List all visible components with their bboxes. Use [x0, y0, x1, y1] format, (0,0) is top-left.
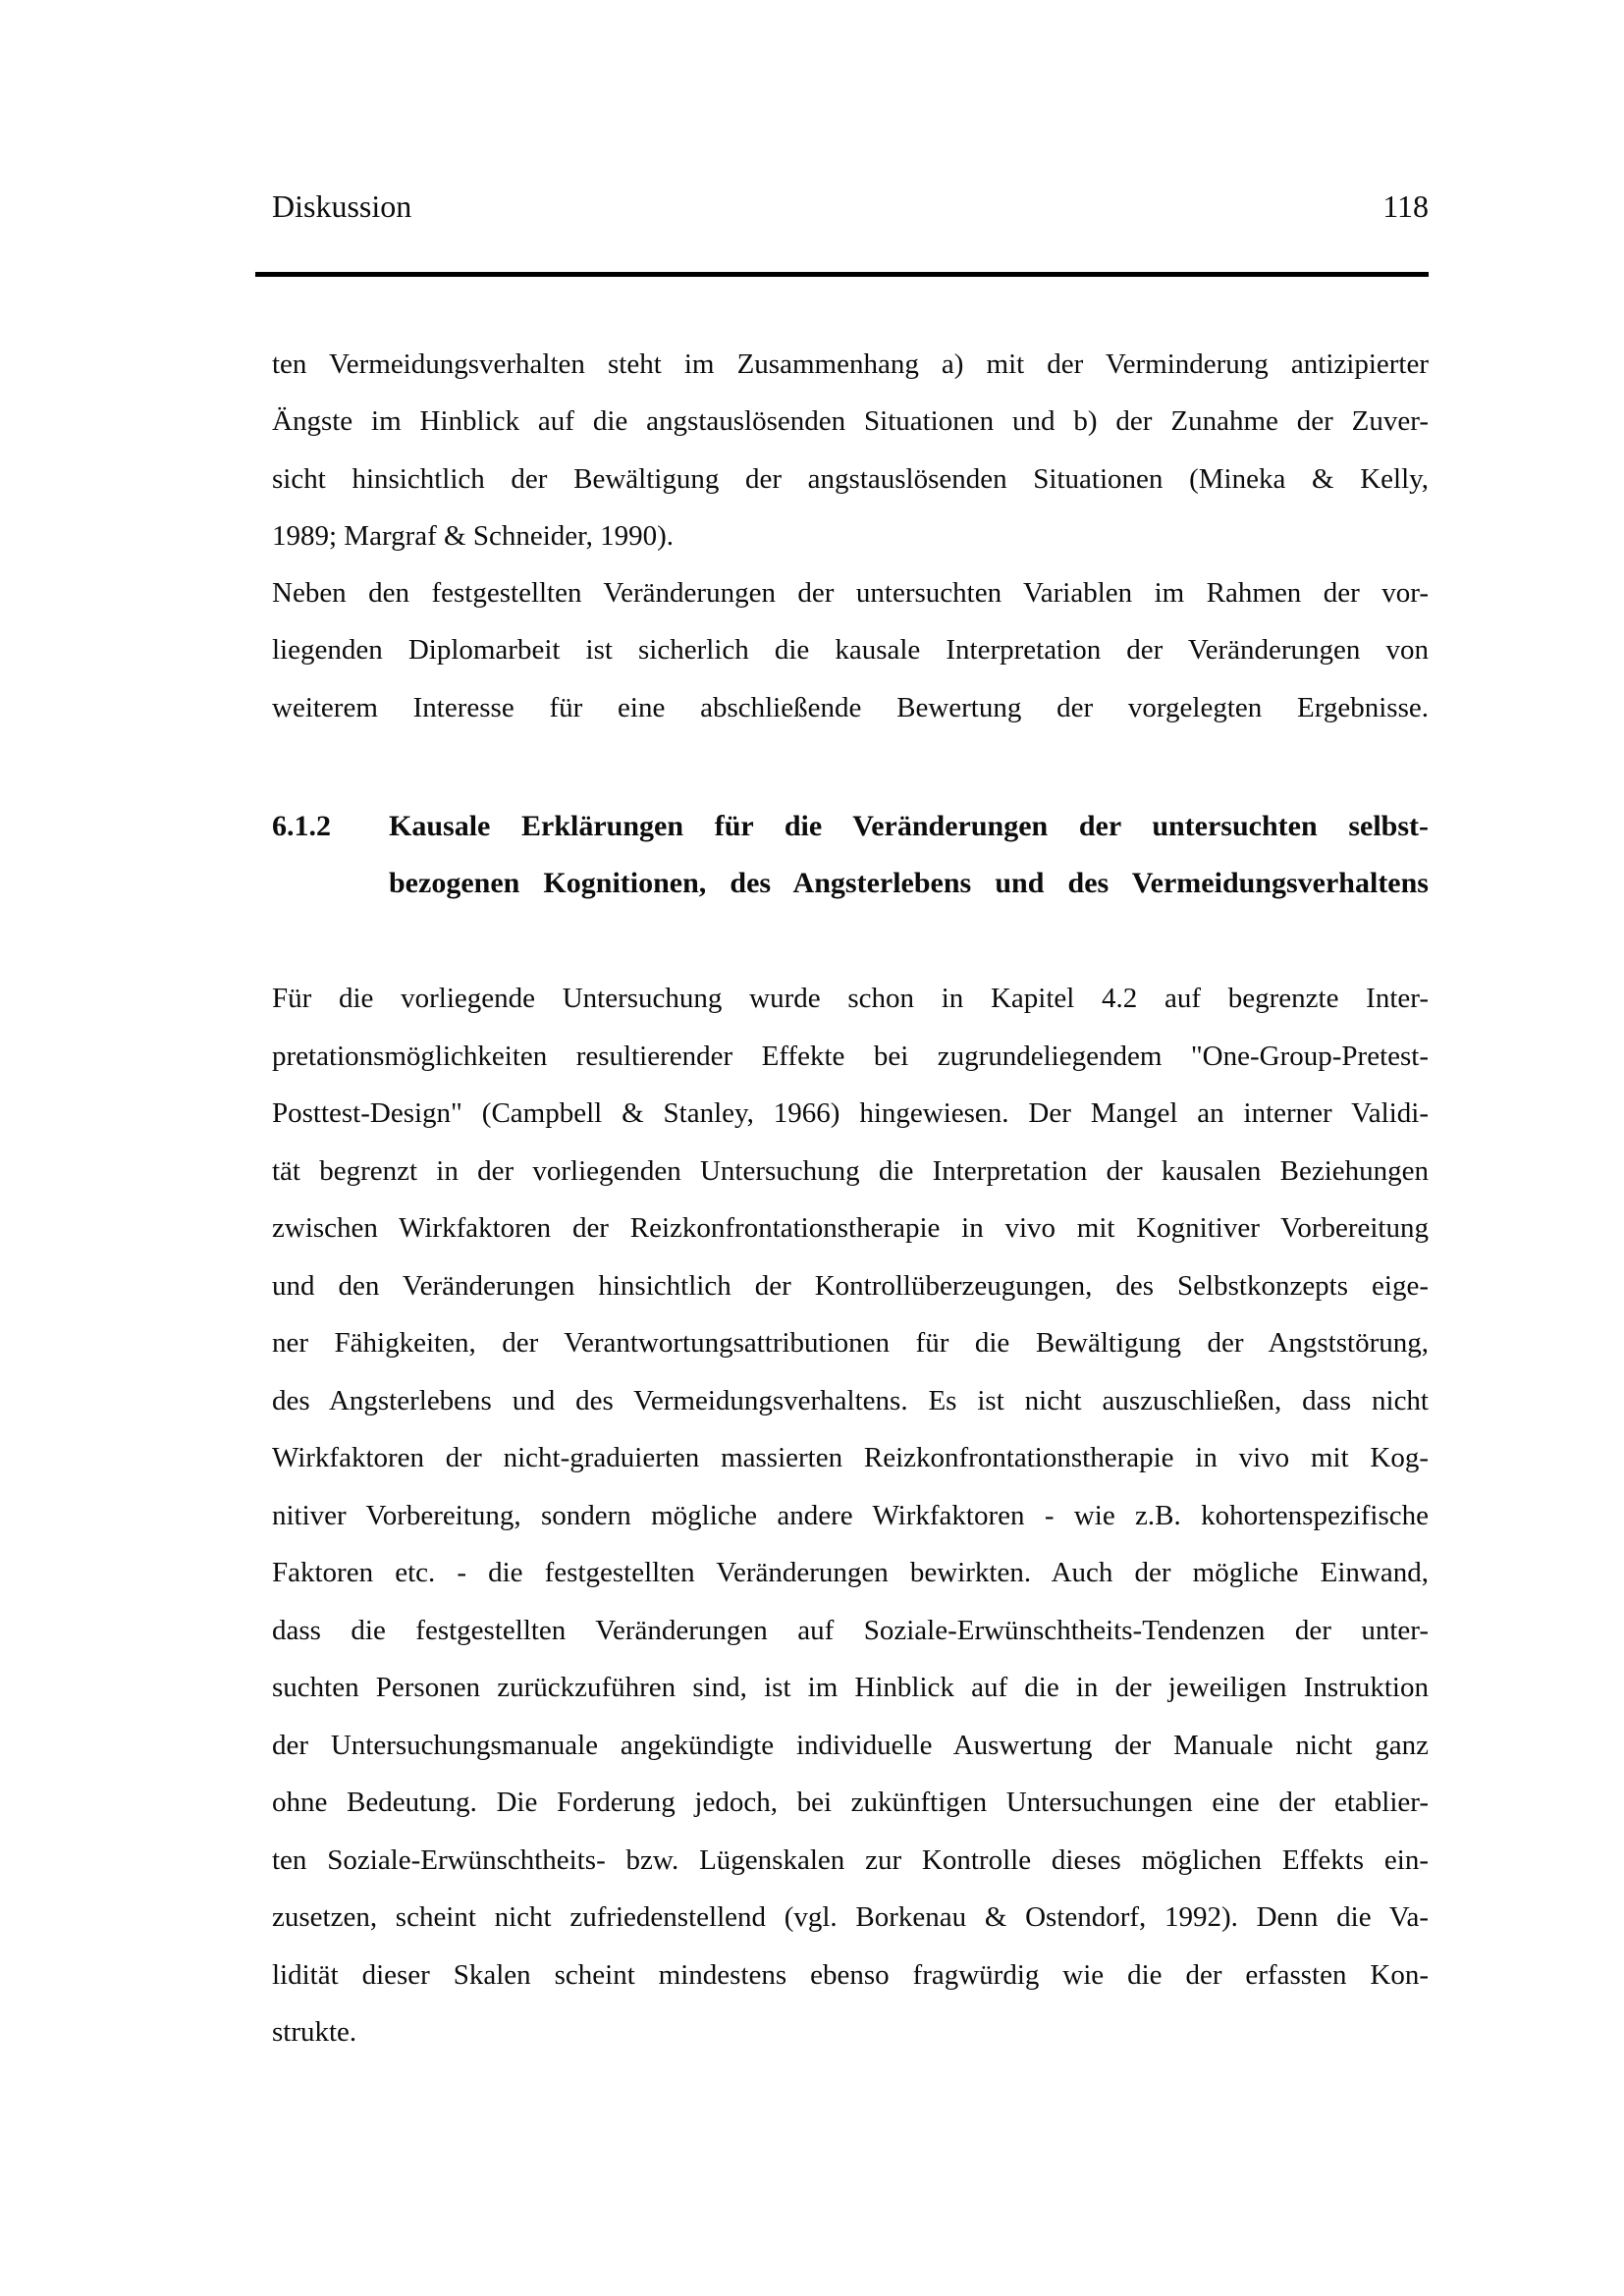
text-line: pretationsmöglichkeiten resultierender Effekte bei zugrundeliegendem "One-Group-Pretest-: [272, 1040, 1429, 1072]
text-line: Ängste im Hinblick auf die angstauslösenden Situationen und b) der Zunahme der Zuver-: [272, 405, 1429, 438]
text-line: des Angsterlebens und des Vermeidungsverhaltens. Es ist nicht auszuschließen, dass nicht: [272, 1384, 1429, 1416]
text-line: lidität dieser Skalen scheint mindestens ebenso fragwürdig wie die der erfassten Kon-: [272, 1958, 1429, 1991]
text-line: strukte.: [272, 2016, 357, 2048]
body-text-block-lower: [272, 970, 1429, 2061]
text-line: der Untersuchungsmanuale angekündigte individuelle Auswertung der Manuale nicht ganz: [272, 1729, 1429, 1761]
text-line: Faktoren etc. - die festgestellten Veränderungen bewirkten. Auch der mögliche Einwand,: [272, 1557, 1429, 1588]
section-heading: [272, 798, 1429, 913]
heading-text: [389, 798, 1429, 913]
text-line: weiterem Interesse für eine abschließende Bewertung der vorgelegten Ergebnisse.: [272, 691, 1429, 723]
text-line: ten Vermeidungsverhalten steht im Zusammenhang a) mit der Verminderung antizipierter: [272, 348, 1429, 380]
text-line: zwischen Wirkfaktoren der Reizkonfrontationstherapie in vivo mit Kognitiver Vorbereitung: [272, 1212, 1429, 1244]
text-line: Wirkfaktoren der nicht-graduierten massierten Reizkonfrontationstherapie in vivo mit Kog-: [272, 1442, 1429, 1473]
page-number: 118: [1382, 188, 1429, 224]
text-line: Für die vorliegende Untersuchung wurde schon in Kapitel 4.2 auf begrenzte Inter-: [272, 983, 1429, 1014]
text-line: nitiver Vorbereitung, sondern mögliche andere Wirkfaktoren - wie z.B. kohortenspezifische: [272, 1499, 1429, 1531]
text-line: und den Veränderungen hinsichtlich der Kontrollüberzeugungen, des Selbstkonzepts eige-: [272, 1269, 1429, 1302]
header-rule: [255, 272, 1429, 277]
text-line: tät begrenzt in der vorliegenden Untersuchung die Interpretation der kausalen Beziehungen: [272, 1154, 1429, 1187]
text-line: Neben den festgestellten Veränderungen der untersuchten Variablen im Rahmen der vor-: [272, 577, 1429, 610]
text-line: sicht hinsichtlich der Bewältigung der angstauslösenden Situationen (Mineka & Kelly,: [272, 462, 1429, 495]
text-line: ohne Bedeutung. Die Forderung jedoch, bei zukünftigen Untersuchungen eine der etablier-: [272, 1787, 1429, 1818]
running-head-section-title: Diskussion: [272, 188, 412, 224]
text-line: ten Soziale-Erwünschtheits- bzw. Lügenskalen zur Kontrolle dieses möglichen Effekts ein-: [272, 1843, 1429, 1876]
text-line: suchten Personen zurückzuführen sind, ist im Hinblick auf die in der jeweiligen Instruktion: [272, 1672, 1429, 1703]
heading-line: bezogenen Kognitionen, des Angsterlebens und des Vermeidungsverhaltens: [389, 867, 1429, 900]
text-line: zusetzen, scheint nicht zufriedenstellend (vgl. Borkenau & Ostendorf, 1992). Denn die Va-: [272, 1901, 1429, 1933]
text-line: liegenden Diplomarbeit ist sicherlich die kausale Interpretation der Veränderungen von: [272, 634, 1429, 667]
text-line: dass die festgestellten Veränderungen auf Soziale-Erwünschtheits-Tendenzen der unter-: [272, 1614, 1429, 1646]
text-line: Posttest-Design" (Campbell & Stanley, 1966) hingewiesen. Der Mangel an interner Validi-: [272, 1097, 1429, 1129]
page-header: [272, 188, 1429, 224]
heading-line: Kausale Erklärungen für die Veränderungen der untersuchten selbst-: [389, 810, 1429, 842]
text-line: ner Fähigkeiten, der Verantwortungsattributionen für die Bewältigung der Angststörung,: [272, 1327, 1429, 1359]
text-line: 1989; Margraf & Schneider, 1990).: [272, 519, 675, 552]
body-text-block-upper: [272, 336, 1429, 736]
heading-number: 6.1.2: [272, 810, 331, 842]
